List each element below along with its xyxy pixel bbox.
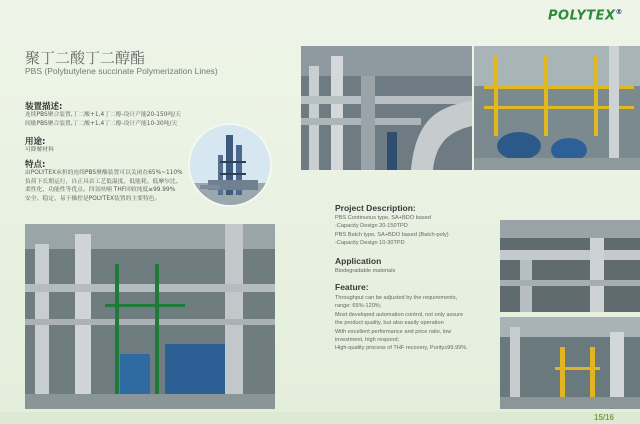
- page-title-en: PBS (Polybutylene succinate Polymerization Lines): [25, 66, 218, 76]
- page-number: 15/16: [594, 413, 615, 422]
- feature-line: 柔性化、功能性等优点。四氢呋喃 THF回收纯度≥99.99%: [25, 187, 176, 194]
- feature-line: Most developed automation control, not only assure: [335, 311, 464, 318]
- feature-line: 安全、稳定、易于操控是POLYTEX装置的主要特色。: [25, 195, 161, 202]
- polytex-logo: [548, 8, 623, 23]
- device-line: 间歇PBS聚合装置,丁二酸+1,4丁二醇-设计产能10-30吨/天: [25, 120, 178, 127]
- equipment-photo-3: [500, 317, 640, 409]
- project-line: PBS Batch type, SA+BDO based (Batch-poly): [335, 231, 449, 238]
- feature-line: 负荷下长期运行，自正具首工艺低温度、低能耗、低摩尔比、: [25, 178, 182, 185]
- feature-line: investment, high respond;: [335, 337, 400, 344]
- use-heading-zh: 用途:: [25, 137, 46, 147]
- trademark-symbol: ®: [615, 8, 624, 16]
- use-text-zh: [25, 146, 54, 155]
- plant-interior-photo: [25, 224, 275, 409]
- project-line: -Capacity Design 20-150TPD: [335, 223, 408, 230]
- use-line: 可降解材料: [25, 147, 54, 153]
- pump-area-photo: [474, 46, 640, 170]
- feature-heading: Feature:: [335, 282, 369, 292]
- feature-line: With excellent performance and price ratio, low: [335, 328, 452, 335]
- feature-heading-zh: 特点:: [25, 160, 46, 170]
- project-description-text: [335, 214, 485, 248]
- application-text: [335, 267, 485, 275]
- footer-band: [0, 412, 640, 424]
- equipment-photo-2: [500, 220, 640, 312]
- feature-line: the product quality, but also easily operation: [335, 320, 444, 327]
- feature-line: Throughput can be adjusted by the requirements,: [335, 295, 458, 301]
- feature-line: High-quality process of THF recovery, Purity≥99.99%.: [335, 345, 468, 352]
- feature-line: range: 65%-120%;: [335, 303, 382, 310]
- feature-text: [335, 294, 485, 353]
- project-line: -Capacity Design 10-30TPD: [335, 240, 405, 247]
- project-line: PBS Continuous type, SA+BDO based: [335, 215, 431, 221]
- application-heading: Application: [335, 256, 382, 266]
- feature-text-zh: [25, 169, 183, 203]
- device-line: 连续PBS聚合装置,丁二酸+1,4丁二醇-设计产能20-150吨/天: [25, 112, 181, 118]
- logo-text: POLYTEX: [548, 8, 616, 24]
- project-description-heading: Project Description:: [335, 203, 416, 213]
- application-line: Biodegradable materials: [335, 268, 396, 274]
- piping-photo-1: [301, 46, 472, 170]
- device-heading-zh: 装置描述:: [25, 102, 63, 112]
- distillation-tower-photo: [188, 123, 272, 207]
- feature-line: 由POLYTEX承担的连续PBS聚酯装置可以关闭在65%~110%: [25, 170, 183, 176]
- page-title-zh: 聚丁二酸丁二醇酯: [25, 49, 146, 67]
- device-text-zh: [25, 111, 181, 128]
